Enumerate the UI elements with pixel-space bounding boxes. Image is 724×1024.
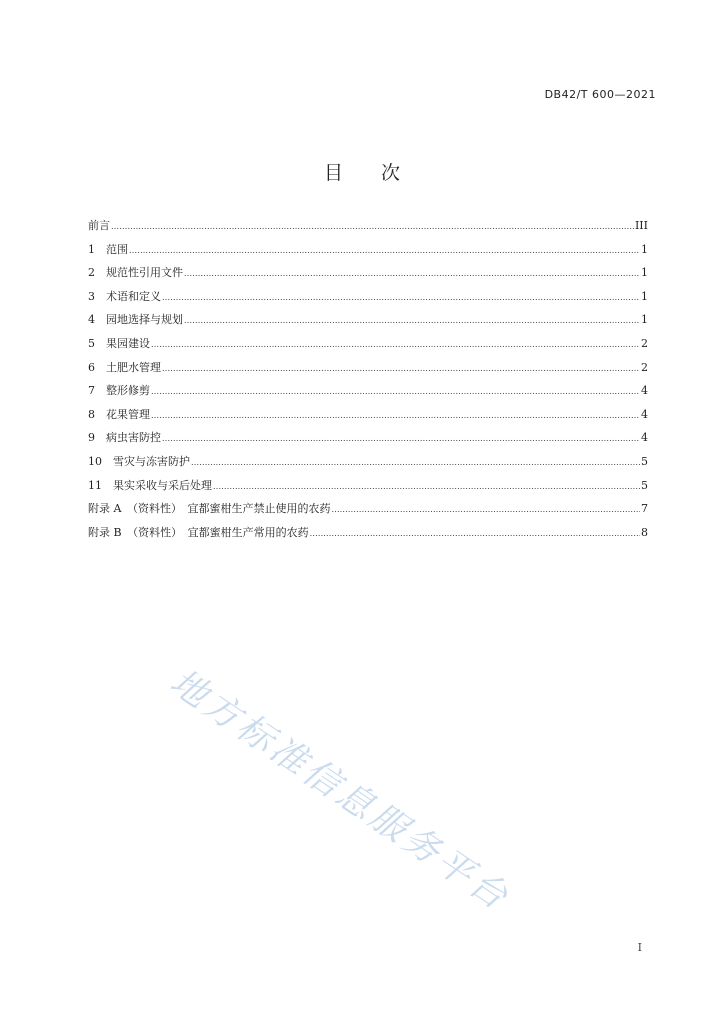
toc-leader-dots (151, 385, 640, 399)
toc-entry-label: 1 范围 (88, 242, 128, 256)
toc-leader-dots (310, 527, 640, 541)
toc-leader-dots (191, 456, 640, 470)
toc-entry-page: 5 (641, 454, 648, 468)
toc-entry-8[interactable] (88, 408, 648, 432)
toc-leader-dots (331, 503, 640, 517)
toc-leader-dots (151, 409, 640, 423)
toc-entry-label: 4 园地选择与规划 (88, 313, 183, 327)
toc-leader-dots (151, 338, 640, 352)
toc-entry-label: 附录 A （资料性） 宜都蜜柑生产禁止使用的农药 (88, 502, 331, 516)
toc-leader-dots (111, 220, 634, 234)
toc-entry-page: 1 (641, 266, 648, 280)
toc-leader-dots (129, 244, 640, 258)
toc-entry-label: 9 病虫害防控 (88, 431, 161, 445)
toc-leader-dots (184, 314, 640, 328)
toc-entry-page: 4 (641, 407, 648, 421)
toc-entry-page: 8 (641, 525, 648, 539)
toc-leader-dots (162, 362, 640, 376)
toc-leader-dots (213, 480, 640, 494)
watermark: 地方标准信息服务平台 (162, 661, 518, 920)
toc-entry-page: 4 (641, 384, 648, 398)
toc-entry-page: 1 (641, 242, 648, 256)
page-number: I (637, 941, 642, 954)
toc-entry-label: 10 雪灾与冻害防护 (88, 454, 190, 468)
toc-entry-7[interactable] (88, 384, 648, 408)
toc-leader-dots (162, 291, 640, 305)
toc-entry-appendix-a[interactable] (88, 502, 648, 526)
toc-entry-4[interactable] (88, 313, 648, 337)
toc-entry-page: 4 (641, 431, 648, 445)
toc-leader-dots (162, 432, 640, 446)
toc-leader-dots (184, 267, 640, 281)
toc-entry-label: 前言 (88, 219, 110, 232)
title-char-2: 次 (381, 162, 401, 184)
toc-entry-page: 2 (641, 360, 648, 374)
toc-entry-page: 1 (641, 313, 648, 327)
toc-entry-5[interactable] (88, 337, 648, 361)
toc-entry-label: 5 果园建设 (88, 336, 150, 350)
toc-entry-page: 1 (641, 289, 648, 303)
toc-entry-3[interactable] (88, 290, 648, 314)
toc-entry-foreword[interactable] (88, 219, 648, 243)
toc-entry-label: 11 果实采收与采后处理 (88, 478, 212, 492)
toc-entry-page: 7 (641, 502, 648, 516)
toc-entry-6[interactable] (88, 361, 648, 385)
toc-entry-page: 2 (641, 336, 648, 350)
toc-entry-appendix-b[interactable] (88, 526, 648, 550)
toc-entry-label: 7 整形修剪 (88, 384, 150, 398)
toc-entry-page: 5 (641, 478, 648, 492)
toc-entry-label: 8 花果管理 (88, 407, 150, 421)
toc-entry-11[interactable] (88, 479, 648, 503)
page-title (0, 158, 724, 185)
toc-entry-10[interactable] (88, 455, 648, 479)
toc-entry-label: 附录 B （资料性） 宜都蜜柑生产常用的农药 (88, 525, 309, 539)
toc-entry-9[interactable] (88, 431, 648, 455)
toc-entry-label: 2 规范性引用文件 (88, 266, 183, 280)
standard-code: DB42/T 600—2021 (544, 88, 656, 101)
table-of-contents (88, 219, 648, 549)
title-char-1: 目 (323, 162, 343, 184)
toc-entry-label: 3 术语和定义 (88, 289, 161, 303)
toc-entry-2[interactable] (88, 266, 648, 290)
toc-entry-1[interactable] (88, 243, 648, 267)
toc-entry-label: 6 土肥水管理 (88, 360, 161, 374)
toc-entry-page: III (634, 219, 648, 232)
